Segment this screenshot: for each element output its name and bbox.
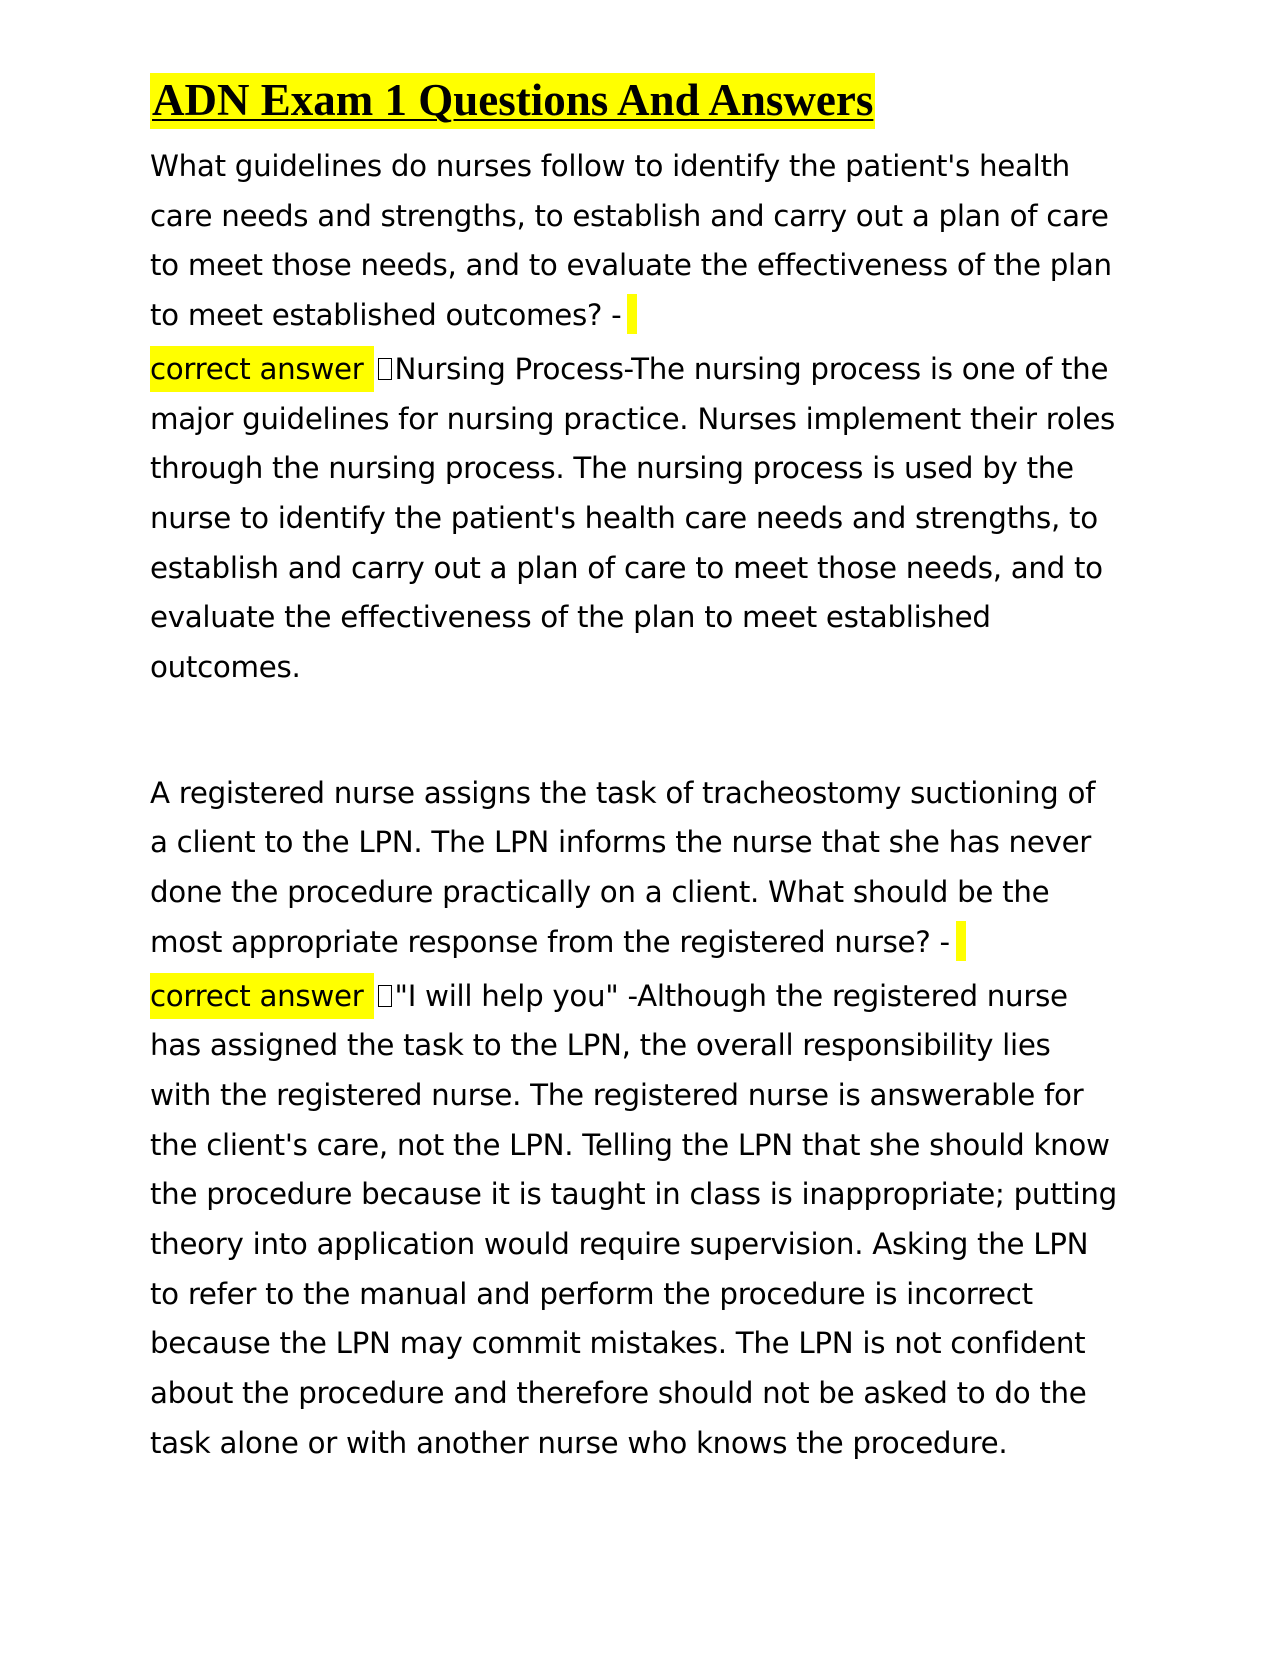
answer-block	[150, 345, 1120, 693]
question-text: A registered nurse assigns the task of tracheostomy suctioning of a client to the LPN. The LPN informs the nurse that she has never done the procedure practically on a client. What should be the most appropriate response from the registered nurse? -	[150, 775, 1096, 959]
document-content	[150, 70, 1120, 1469]
highlight-marker	[627, 294, 637, 334]
section-spacer	[150, 693, 1120, 769]
qa-item-1	[150, 142, 1120, 693]
question-text: What guidelines do nurses follow to identify the patient's health care needs and strengths, to establish and carry out a plan of care to meet those needs, and to evaluate the effectiveness of the plan to meet established outcomes? -	[150, 149, 1112, 333]
answer-block	[150, 972, 1120, 1469]
highlight-marker	[956, 921, 966, 961]
answer-text: Nursing Process-The nursing process is one of the major guidelines for nursing practice. Nurses implement their roles through the nursing process. The nursing process is used by the nurse to identify the patient's health care needs and strengths, to establish and carry out a plan of care to meet those needs, and to evaluate the effectiveness of the plan to meet established outcomes.	[150, 351, 1116, 685]
answer-label: correct answer	[150, 973, 374, 1019]
page-title	[150, 70, 1120, 130]
missing-glyph-icon	[378, 358, 392, 380]
answer-label: correct answer	[150, 346, 374, 392]
missing-glyph-icon	[378, 985, 392, 1007]
qa-item-2	[150, 769, 1120, 1469]
answer-text: "I will help you" -Although the registered nurse has assigned the task to the LPN, the overall responsibility lies with the registered nurse. The registered nurse is answerable for the client's care, not the LPN. Telling the LPN that she should know the procedure because it is taught in class is inappropriate; putting theory into application would require supervision. Asking the LPN to refer to the manual and perform the procedure is incorrect because the LPN may commit mistakes. The LPN is not confident about the procedure and therefore should not be asked to do the task alone or with another nurse who knows the procedure.	[150, 978, 1117, 1460]
page-title-text: ADN Exam 1 Questions And Answers	[150, 73, 875, 129]
